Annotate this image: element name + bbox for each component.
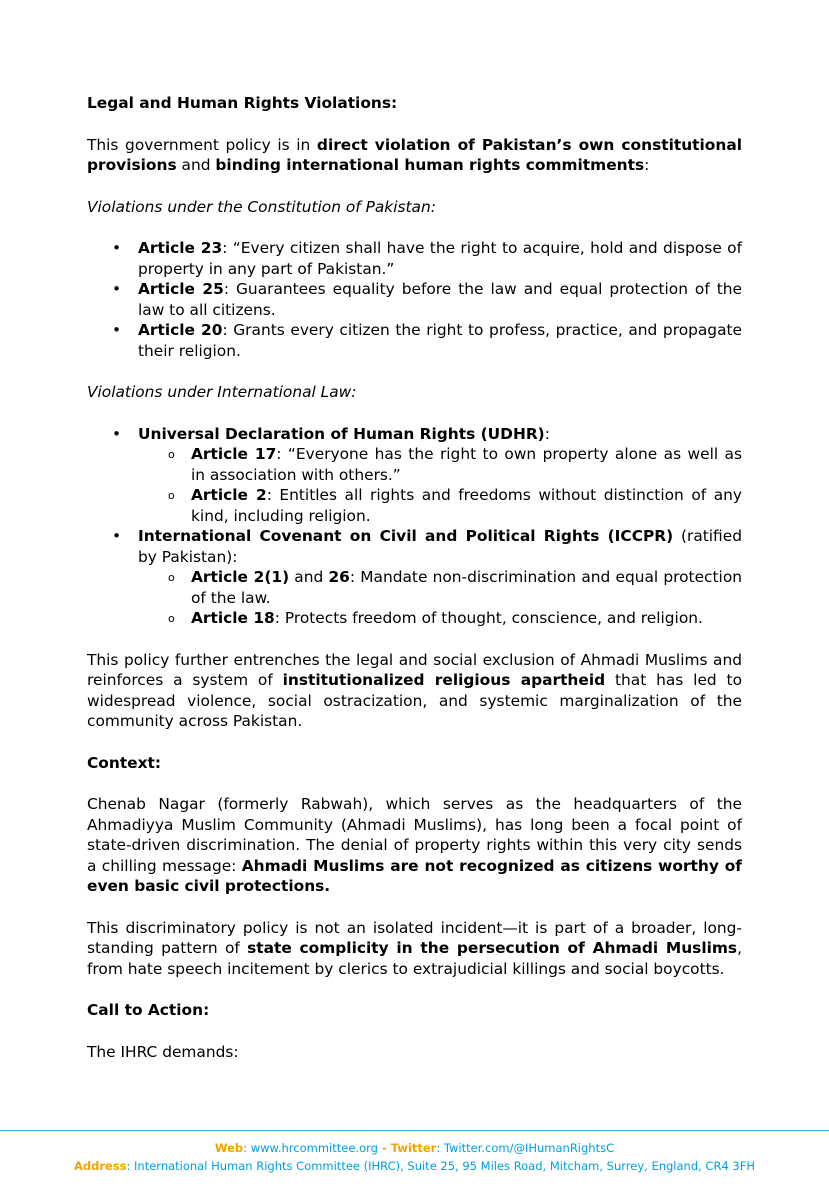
- address-label: Address: [73, 1159, 127, 1173]
- address-text: : International Human Rights Committee (IHRC), Suite 25, 95 Miles Road, Mitcham, Surrey, England, CR4 3FH: [126, 1159, 756, 1173]
- article-text: : Mandate non-discrimination and equal protection of the law.: [191, 568, 743, 607]
- international-heading: Violations under International Law:: [87, 383, 357, 401]
- footer-separator: -: [377, 1141, 391, 1155]
- bullet-icon: •: [112, 527, 122, 545]
- list-item: [87, 424, 742, 445]
- footer-address-line: [0, 1159, 829, 1173]
- web-label: Web: [214, 1141, 244, 1155]
- intro-paragraph: [87, 135, 742, 176]
- iccpr-text: (ratified by Pakistan):: [138, 527, 742, 566]
- international-list: [87, 424, 742, 629]
- call-to-action-text: The IHRC demands:: [87, 1042, 239, 1061]
- list-item: [87, 279, 742, 320]
- article-text: : “Every citizen shall have the right to acquire, hold and dispose of property in any part of Pakistan.”: [138, 239, 742, 278]
- policy-text-2: that has led to widespread violence, social ostracization, and systemic marginalization of the community across Pakistan.: [87, 671, 742, 730]
- article-text: : Grants every citizen the right to profess, practice, and propagate their religion.: [138, 321, 743, 360]
- list-item: [87, 485, 742, 526]
- intro-bold-1: direct violation of Pakistan’s own constitutional provisions: [87, 135, 743, 174]
- article-text: : Guarantees equality before the law and equal protection of the law to all citizens.: [138, 280, 743, 319]
- context-bold-1: Ahmadi Muslims are not recognized as citizens worthy of even basic civil protections.: [87, 856, 742, 895]
- list-item: [87, 238, 742, 279]
- article-text: : Entitles all rights and freedoms without distinction of any kind, including religion.: [191, 486, 742, 525]
- article-label: Article 2: [191, 486, 267, 504]
- sub-bullet-icon: o: [168, 571, 175, 584]
- context-bold-2: state complicity in the persecution of Ahmadi Muslims: [247, 939, 738, 957]
- intro-text-2: and: [176, 156, 216, 174]
- intro-bold-2: binding international human rights commitments: [215, 156, 645, 174]
- article-label: Article 17: [191, 445, 277, 463]
- document-page: [87, 93, 742, 1062]
- intro-text-3: :: [644, 156, 650, 174]
- context-heading: Context:: [87, 753, 162, 772]
- article-text: : “Everyone has the right to own property alone as well as in association with others.”: [191, 445, 743, 484]
- bullet-icon: •: [112, 321, 122, 339]
- context-paragraph-1: [87, 794, 742, 897]
- context-text-3: , from hate speech incitement by clerics to extrajudicial killings and social boycotts.: [87, 939, 742, 978]
- web-link[interactable]: : www.hrcommittee.org: [243, 1141, 378, 1155]
- constitution-heading: Violations under the Constitution of Pakistan:: [87, 197, 436, 216]
- sub-bullet-icon: o: [168, 489, 175, 502]
- policy-bold: institutionalized religious apartheid: [282, 671, 606, 689]
- policy-text-1: This policy further entrenches the legal and social exclusion of Ahmadi Muslims and reinforces a system of: [87, 650, 742, 689]
- twitter-label: Twitter: [390, 1141, 437, 1155]
- sub-bullet-icon: o: [168, 448, 175, 461]
- udhr-label: Universal Declaration of Human Rights (UDHR): [138, 424, 545, 443]
- bullet-icon: •: [112, 239, 122, 257]
- context-text-2: This discriminatory policy is not an isolated incident—it is part of a broader, long-standing pattern of: [87, 918, 742, 957]
- legal-violations-heading: Legal and Human Rights Violations:: [87, 94, 398, 112]
- list-item: [87, 608, 742, 629]
- call-to-action-heading: Call to Action:: [87, 1001, 210, 1019]
- constitution-list: [87, 238, 742, 361]
- article-label: Article 25: [138, 280, 224, 298]
- context-paragraph-2: [87, 918, 742, 980]
- list-item: [87, 526, 742, 567]
- footer-divider: [0, 1130, 829, 1131]
- article-label: Article 20: [138, 321, 223, 339]
- footer-web-line: [0, 1141, 829, 1155]
- list-item: [87, 320, 742, 361]
- article-label: Article 18: [191, 609, 275, 627]
- iccpr-label: International Covenant on Civil and Political Rights (ICCPR): [138, 527, 674, 545]
- article-label: Article 23: [138, 239, 223, 257]
- list-item: [87, 444, 742, 485]
- policy-paragraph: [87, 650, 742, 732]
- bullet-icon: •: [112, 280, 122, 298]
- sub-bullet-icon: o: [168, 612, 175, 625]
- article-label: Article 2(1): [191, 568, 290, 586]
- article-text: and: [289, 568, 329, 586]
- article-label: 26: [328, 568, 350, 586]
- context-text-1: Chenab Nagar (formerly Rabwah), which serves as the headquarters of the Ahmadiyya Muslim Community (Ahmadi Muslims), has long been a focal point of state-driven discrimination. The denial of property rights within this very city sends a chilling message:: [87, 795, 742, 875]
- twitter-link[interactable]: : Twitter.com/@IHumanRightsC: [436, 1141, 615, 1155]
- list-item: [87, 567, 742, 608]
- bullet-icon: •: [112, 424, 122, 443]
- udhr-text: :: [544, 424, 550, 443]
- article-text: : Protects freedom of thought, conscience, and religion.: [274, 609, 703, 627]
- intro-text-1: This government policy is in: [87, 135, 317, 154]
